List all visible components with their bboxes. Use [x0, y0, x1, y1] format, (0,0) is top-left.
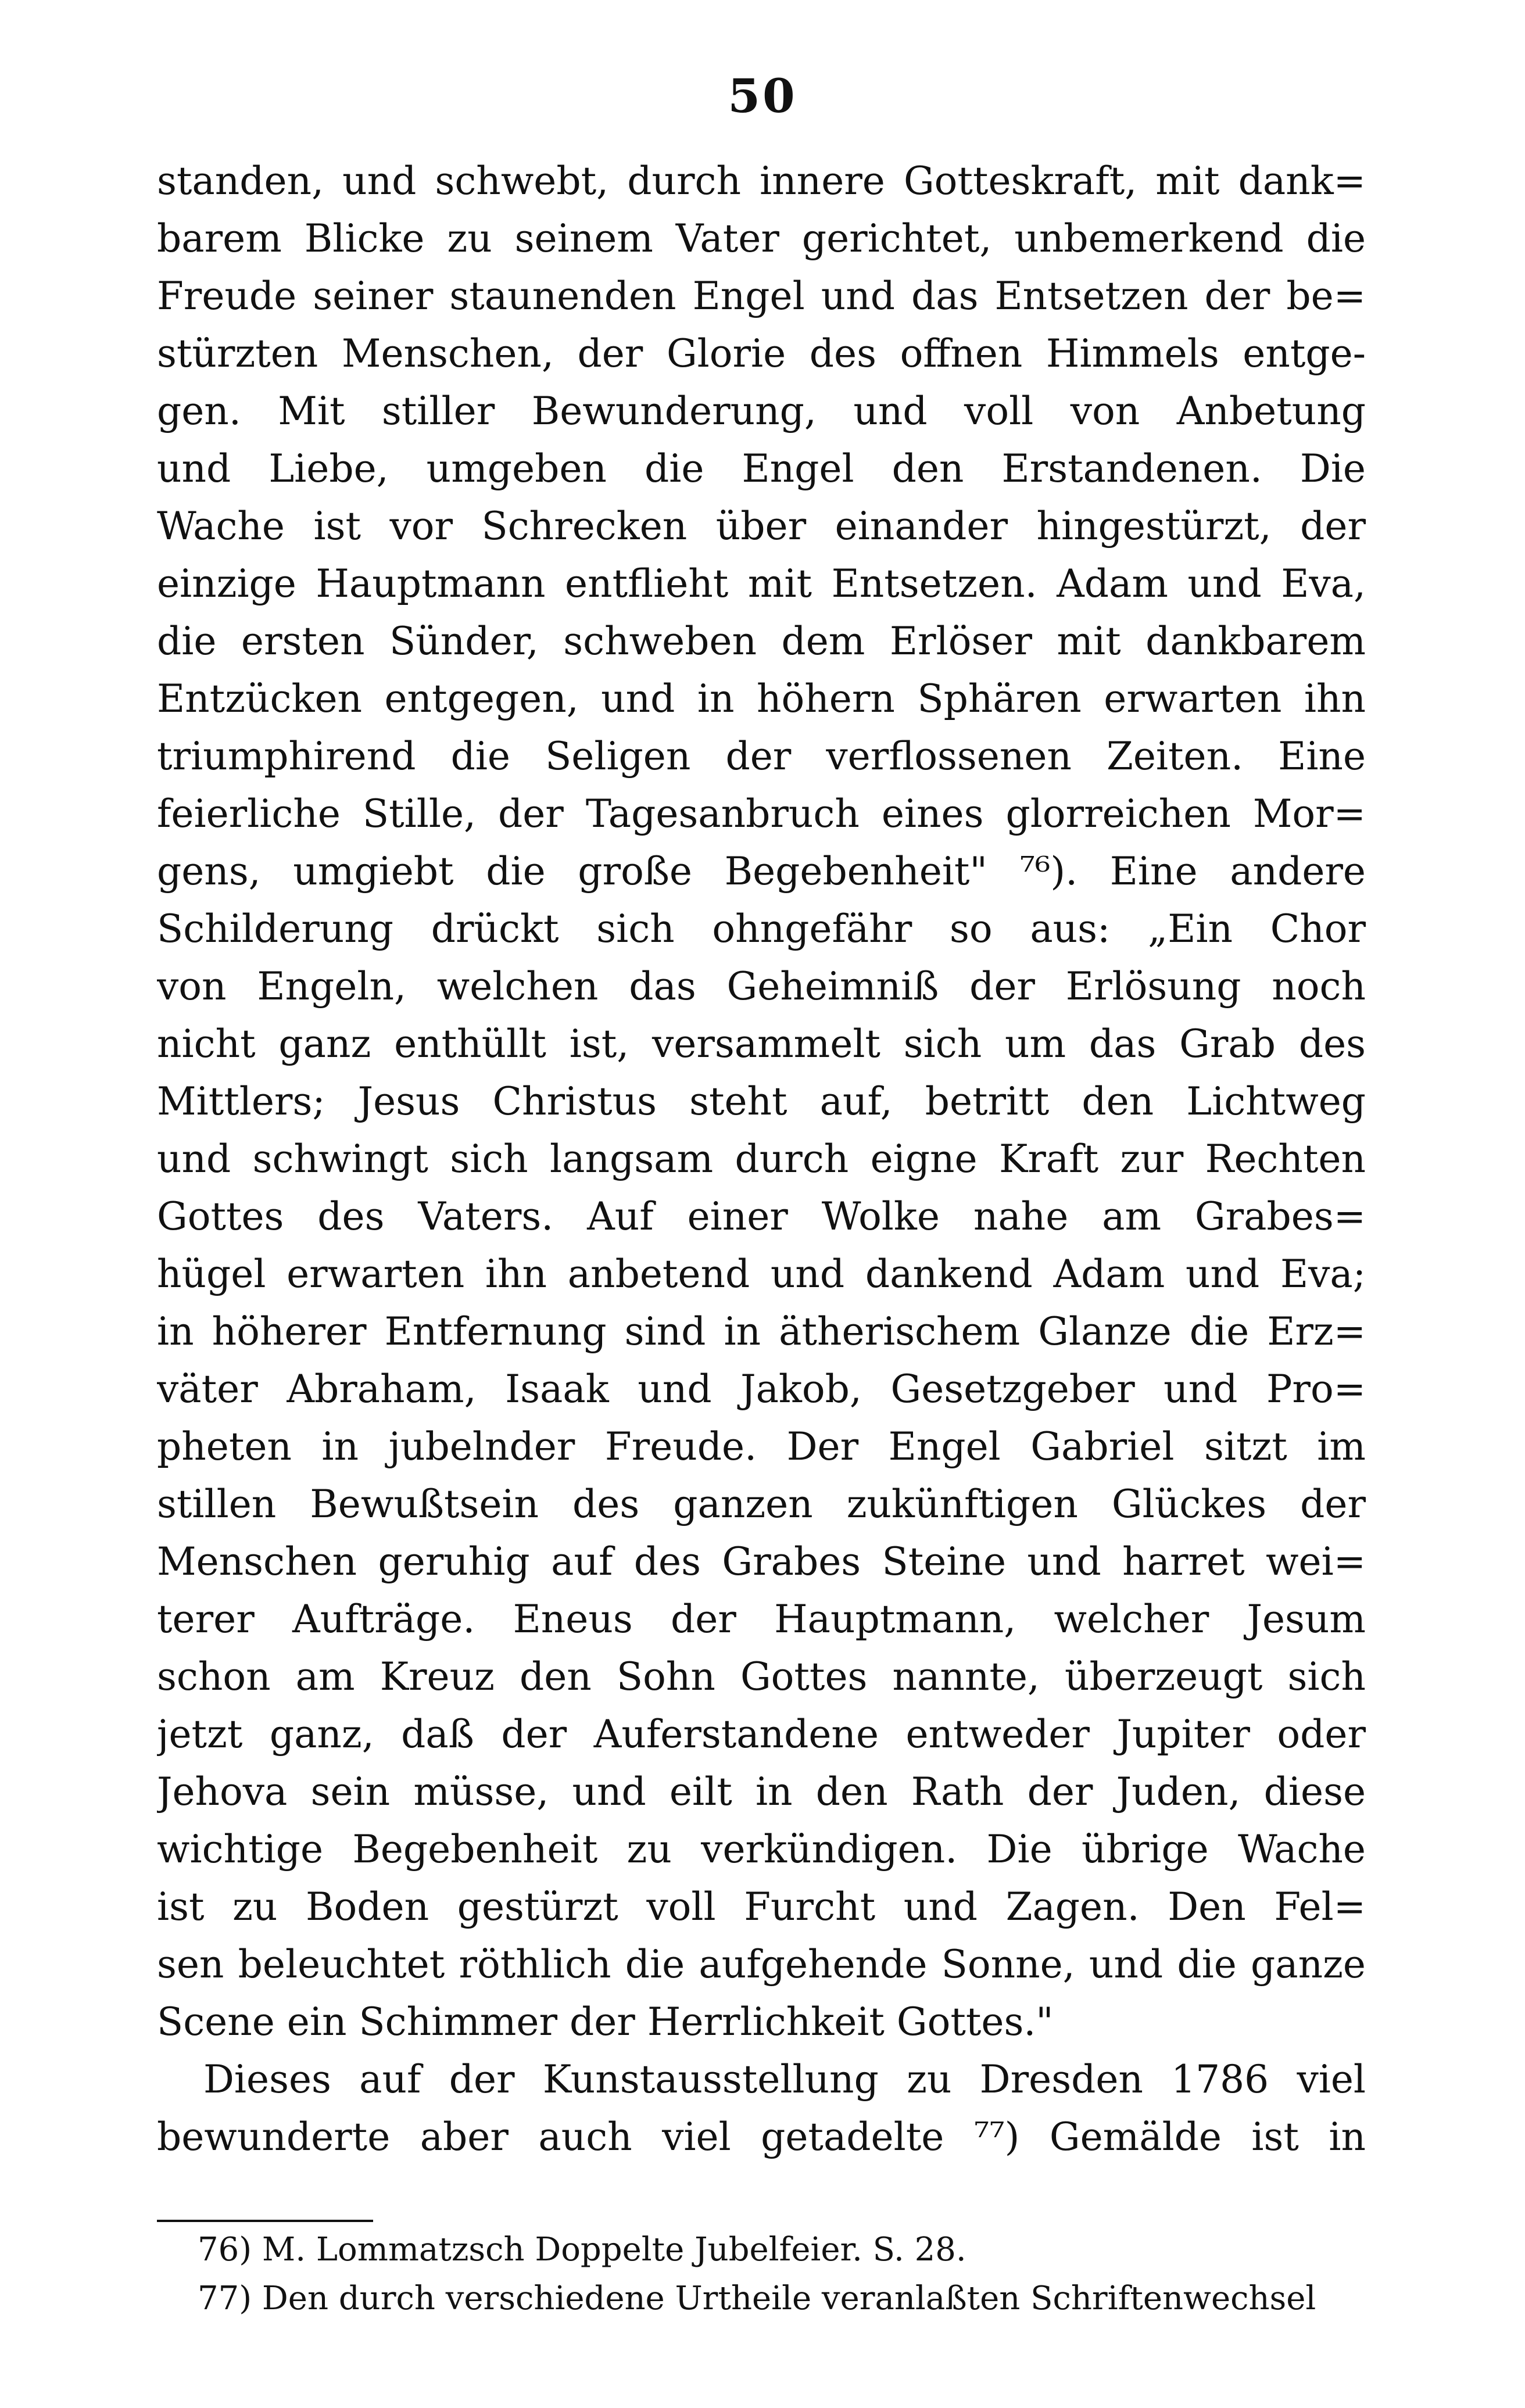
text-line: stürzten Menschen, der Glorie des offnen Himmels entge- [157, 331, 1366, 376]
text-line: schon am Kreuz den Sohn Gottes nannte, überzeugt sich [157, 1654, 1366, 1699]
text-line: sen beleuchtet röthlich die aufgehende Sonne, und die ganze [157, 1942, 1366, 1987]
paragraph-line: Dieses auf der Kunstausstellung zu Dresden 1786 viel [203, 2057, 1366, 2102]
text-line: triumphirend die Seligen der verflossenen Zeiten. Eine [157, 734, 1366, 779]
text-line: gen. Mit stiller Bewunderung, und voll von Anbetung [157, 389, 1366, 433]
text-line: väter Abraham, Isaak und Jakob, Gesetzgeber und Pro= [157, 1367, 1366, 1411]
text-line: Gottes des Vaters. Auf einer Wolke nahe am Grabes= [157, 1194, 1366, 1239]
text-line: Entzücken entgegen, und in höhern Sphären erwarten ihn [157, 676, 1366, 721]
text-line: und schwingt sich langsam durch eigne Kraft zur Rechten [157, 1137, 1366, 1181]
text-line: von Engeln, welchen das Geheimniß der Erlösung noch [157, 964, 1366, 1009]
text-line: barem Blicke zu seinem Vater gerichtet, unbemerkend die [157, 216, 1366, 261]
footnote-divider [157, 2220, 373, 2222]
text-line: Mittlers; Jesus Christus steht auf, betritt den Lichtweg [157, 1079, 1366, 1124]
paragraph-line: bewunderte aber auch viel getadelte ⁷⁷) Gemälde ist in [157, 2115, 1366, 2159]
text-line: gens, umgiebt die große Begebenheit" ⁷⁶). Eine andere [157, 849, 1366, 894]
text-line: und Liebe, umgeben die Engel den Erstandenen. Die [157, 446, 1366, 491]
text-line: terer Aufträge. Eneus der Hauptmann, welcher Jesum [157, 1597, 1366, 1642]
text-line: hügel erwarten ihn anbetend und dankend Adam und Eva; [157, 1252, 1366, 1296]
main-text [157, 152, 1366, 2166]
text-line: Scene ein Schimmer der Herrlichkeit Gottes." [157, 1999, 1054, 2044]
text-line: feierliche Stille, der Tagesanbruch eines glorreichen Mor= [157, 791, 1366, 836]
text-line: Schilderung drückt sich ohngefähr so aus: „Ein Chor [157, 906, 1366, 951]
text-line: einzige Hauptmann entflieht mit Entsetzen. Adam und Eva, [157, 561, 1366, 606]
text-line: jetzt ganz, daß der Auferstandene entweder Jupiter oder [157, 1712, 1366, 1757]
text-line: nicht ganz enthüllt ist, versammelt sich um das Grab des [157, 1022, 1366, 1066]
text-line: Freude seiner staunenden Engel und das Entsetzen der be= [157, 274, 1366, 318]
footnotes [198, 2226, 1360, 2323]
text-line: stillen Bewußtsein des ganzen zukünftigen Glückes der [157, 1482, 1366, 1526]
page-number: 50 [728, 69, 797, 123]
footnote-76: 76) M. Lommatzsch Doppelte Jubelfeier. S. 28. [198, 2231, 966, 2269]
text-line: in höherer Entfernung sind in ätherischem Glanze die Erz= [157, 1309, 1366, 1354]
text-line: Menschen geruhig auf des Grabes Steine und harret wei= [157, 1539, 1366, 1584]
text-line: die ersten Sünder, schweben dem Erlöser mit dankbarem [157, 619, 1366, 664]
text-line: standen, und schwebt, durch innere Gotteskraft, mit dank= [157, 159, 1366, 203]
footnote-77: 77) Den durch verschiedene Urtheile veranlaßten Schriftenwechsel [198, 2280, 1316, 2317]
text-line: pheten in jubelnder Freude. Der Engel Gabriel sitzt im [157, 1424, 1366, 1469]
text-line: Wache ist vor Schrecken über einander hingestürzt, der [157, 504, 1366, 549]
text-line: Jehova sein müsse, und eilt in den Rath der Juden, diese [157, 1769, 1366, 1814]
text-line: wichtige Begebenheit zu verkündigen. Die übrige Wache [157, 1827, 1366, 1872]
text-line: ist zu Boden gestürzt voll Furcht und Zagen. Den Fel= [157, 1884, 1366, 1929]
